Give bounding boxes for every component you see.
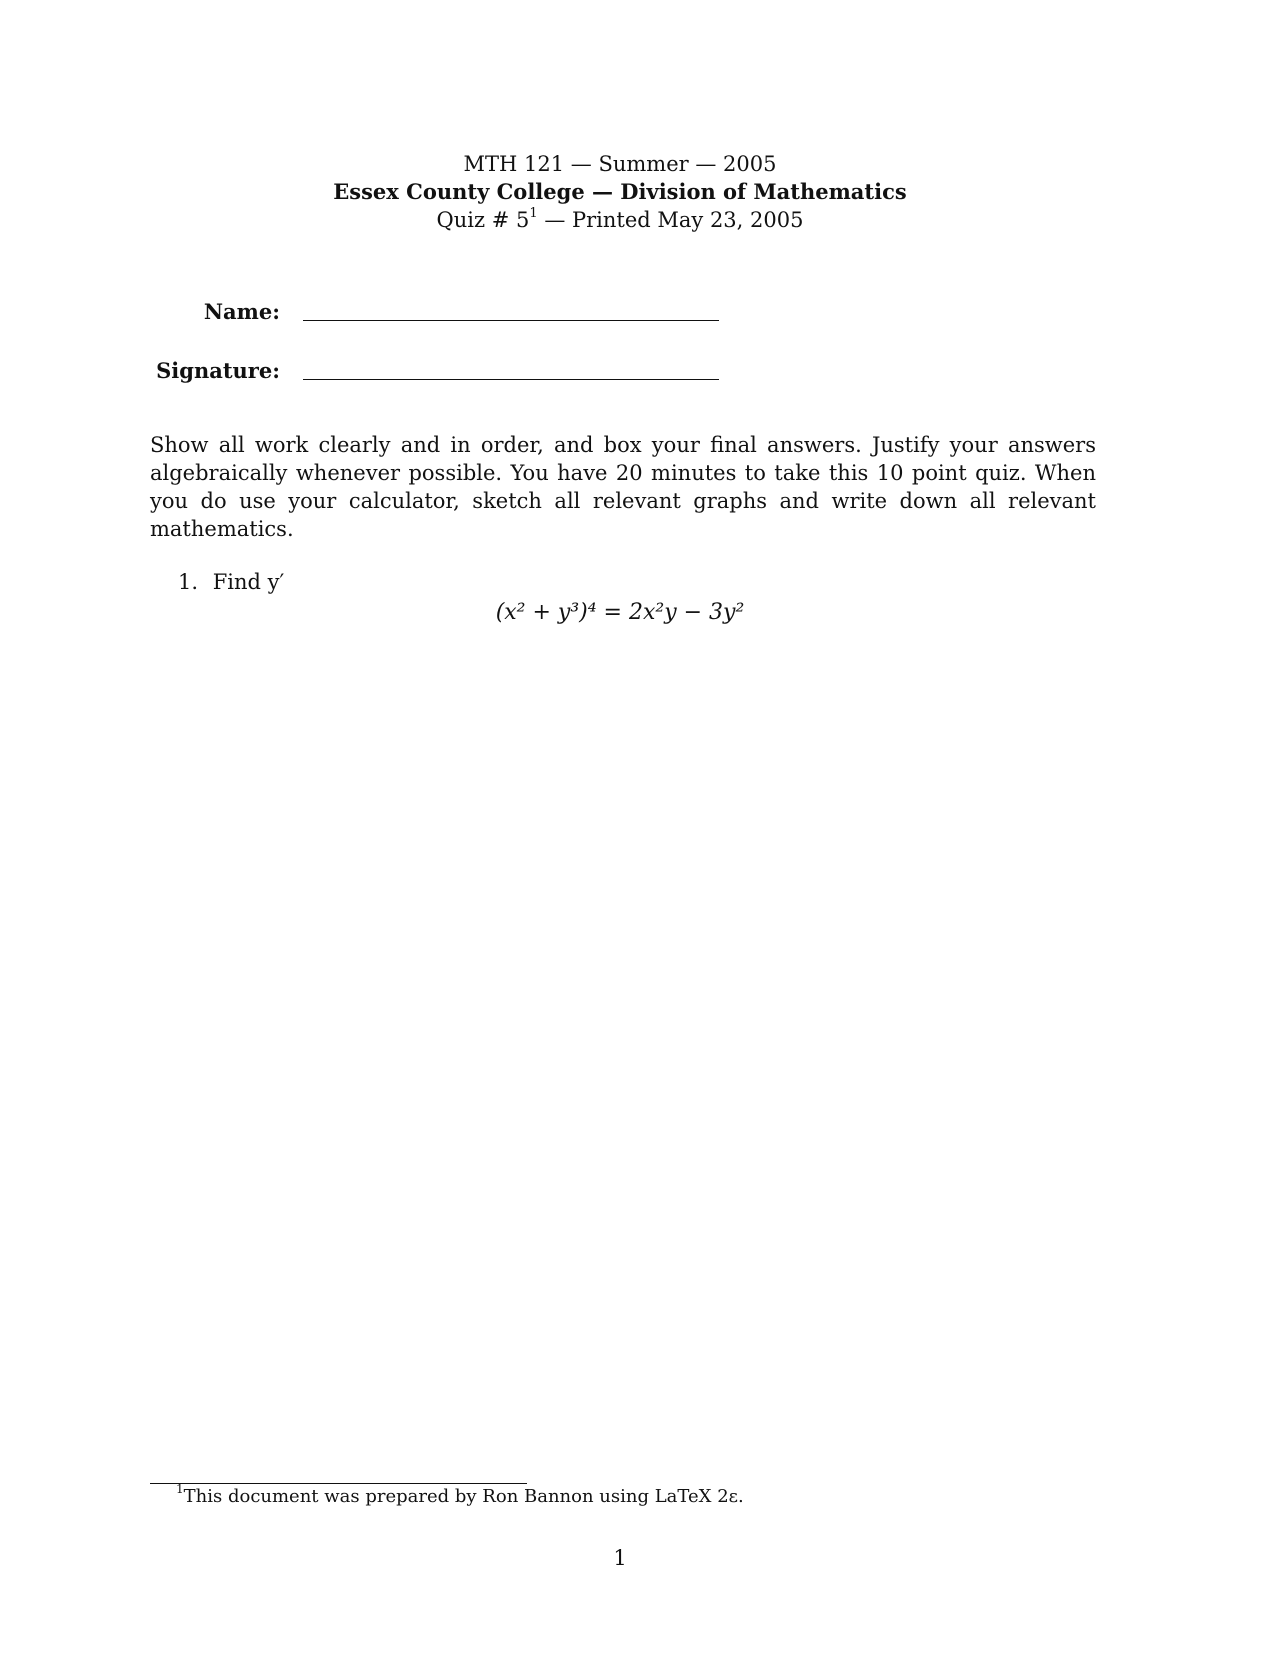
problem-1-equation: (x² + y³)⁴ = 2x²y − 3y² (495, 600, 745, 625)
problem-prompt: Find y′ (212, 570, 285, 594)
page-number: 1 (613, 1546, 627, 1570)
footnote-mark: 1 (176, 1482, 184, 1496)
quiz-title: Quiz # 5 (436, 208, 530, 232)
footnote-text: This document was prepared by Ron Bannon using LaTeX 2ε. (183, 1486, 744, 1507)
footnote (176, 1482, 744, 1507)
signature-line[interactable] (303, 379, 719, 380)
name-line[interactable] (303, 320, 719, 321)
course-line: MTH 121 — Summer — 2005 (463, 152, 777, 176)
instructions-paragraph: Show all work clearly and in order, and box your final answers. Justify your answers algebraically whenever possible. You have 20 minutes to take this 10 point quiz. When you do use your calculator, sketch all relevant graphs and write down all relevant mathematics. (150, 433, 1096, 541)
printed-date: — Printed May 23, 2005 (537, 208, 804, 232)
problem-1 (178, 570, 284, 594)
quiz-line (0, 206, 1240, 234)
institution-line: Essex County College — Division of Mathematics (333, 179, 907, 204)
problem-number: 1. (178, 570, 199, 594)
document-header (0, 150, 1240, 234)
name-label: Name: (203, 299, 280, 324)
footnote-rule (150, 1483, 527, 1484)
signature-label: Signature: (156, 358, 280, 383)
footnote-marker: 1 (529, 206, 538, 221)
